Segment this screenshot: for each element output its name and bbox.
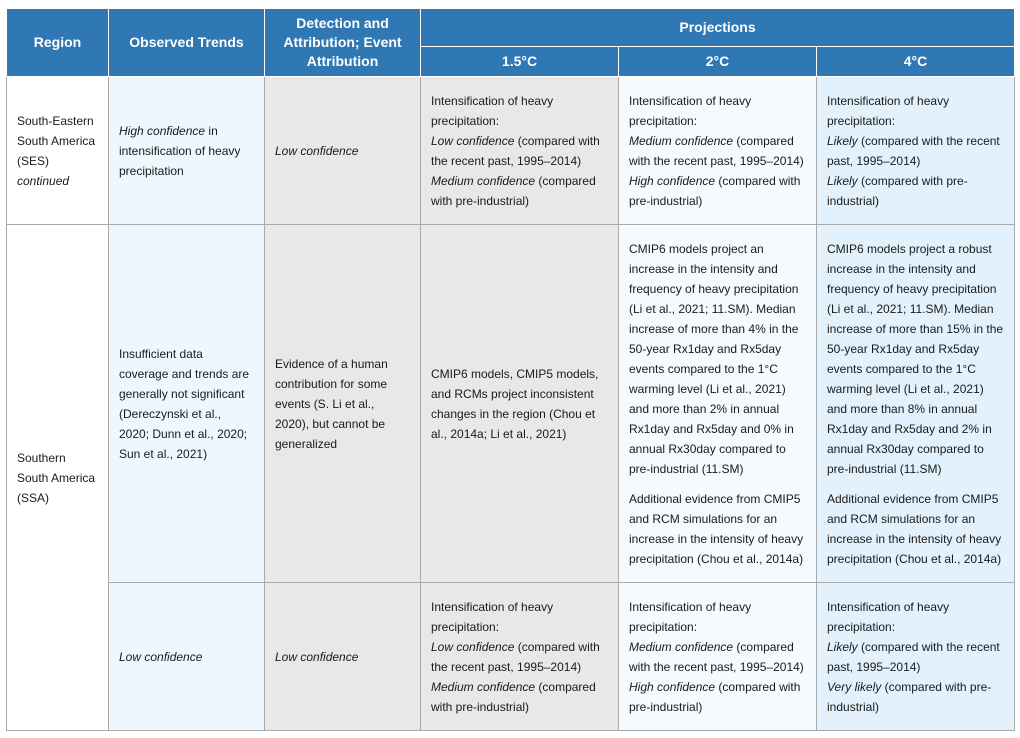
observed-ssa: Insufficient data coverage and trends are generally not significant (Dereczynski et al., 2020; Dunn et al., 2020; Sun et al., 2021) [109,225,265,583]
table-row-ssa-heavy-precip [7,583,1015,731]
projection-2c-ssa-2: Intensification of heavy precipitation: Medium confidence (compared with the recent past, 1995–2014) High confidence (compared with pre-industrial) [619,583,817,731]
header-region: Region [7,9,109,77]
header-detection-attribution: Detection and Attribution; Event Attribution [265,9,421,77]
header-4c: 4°C [817,47,1015,77]
header-2c: 2°C [619,47,817,77]
projection-1-5c-ssa: CMIP6 models, CMIP5 models, and RCMs project inconsistent changes in the region (Chou et al., 2014a; Li et al., 2021) [421,225,619,583]
projection-4c-ses: Intensification of heavy precipitation: Likely (compared with the recent past, 1995–2014) Likely (compared with pre-industrial) [817,77,1015,225]
projection-1-5c-ses: Intensification of heavy precipitation: Low confidence (compared with the recent past, 1995–2014) Medium confidence (compared with pre-industrial) [421,77,619,225]
region-ssa: Southern South America (SSA) [7,225,109,731]
projection-4c-ssa-2: Intensification of heavy precipitation: Likely (compared with the recent past, 1995–2014) Very likely (compared with pre-industrial) [817,583,1015,731]
projection-2c-ssa: CMIP6 models project an increase in the intensity and frequency of heavy precipitation (Li et al., 2021; 11.SM). Median increase of more than 4% in the 50-year Rx1day and Rx5day events compared to the 1°C warming level (Li et al., 2021) and more than 2% in annual Rx1day and Rx5day and 0% in annual Rx30day compared to pre-industrial (11.SM) Additional evidence from CMIP5 and RCM simulations for an increase in the intensity of heavy precipitation (Chou et al., 2014a) [619,225,817,583]
header-observed-trends: Observed Trends [109,9,265,77]
detection-ssa-2: Low confidence [265,583,421,731]
header-projections: Projections [421,9,1015,47]
projection-2c-ses: Intensification of heavy precipitation: Medium confidence (compared with the recent past, 1995–2014) High confidence (compared with pre-industrial) [619,77,817,225]
observed-ssa-2: Low confidence [109,583,265,731]
detection-ssa: Evidence of a human contribution for some events (S. Li et al., 2020), but cannot be generalized [265,225,421,583]
table-row-ses [7,77,1015,225]
detection-ses: Low confidence [265,77,421,225]
table-row-ssa [7,225,1015,583]
projection-1-5c-ssa-2: Intensification of heavy precipitation: Low confidence (compared with the recent past, 1995–2014) Medium confidence (compared with pre-industrial) [421,583,619,731]
header-1-5c: 1.5°C [421,47,619,77]
assessment-table [6,8,1015,731]
projection-4c-ssa: CMIP6 models project a robust increase in the intensity and frequency of heavy precipitation (Li et al., 2021; 11.SM). Median increase of more than 15% in the 50-year Rx1day and Rx5day events compared to the 1°C warming level (Li et al., 2021) and more than 8% in annual Rx1day and Rx5day and 2% in annual Rx30day compared to pre-industrial (11.SM) Additional evidence from CMIP5 and RCM simulations for an increase in the intensity of heavy precipitation (Chou et al., 2014a) [817,225,1015,583]
region-ses: South-Eastern South America (SES) continued [7,77,109,225]
observed-ses: High confidence in intensification of heavy precipitation [109,77,265,225]
